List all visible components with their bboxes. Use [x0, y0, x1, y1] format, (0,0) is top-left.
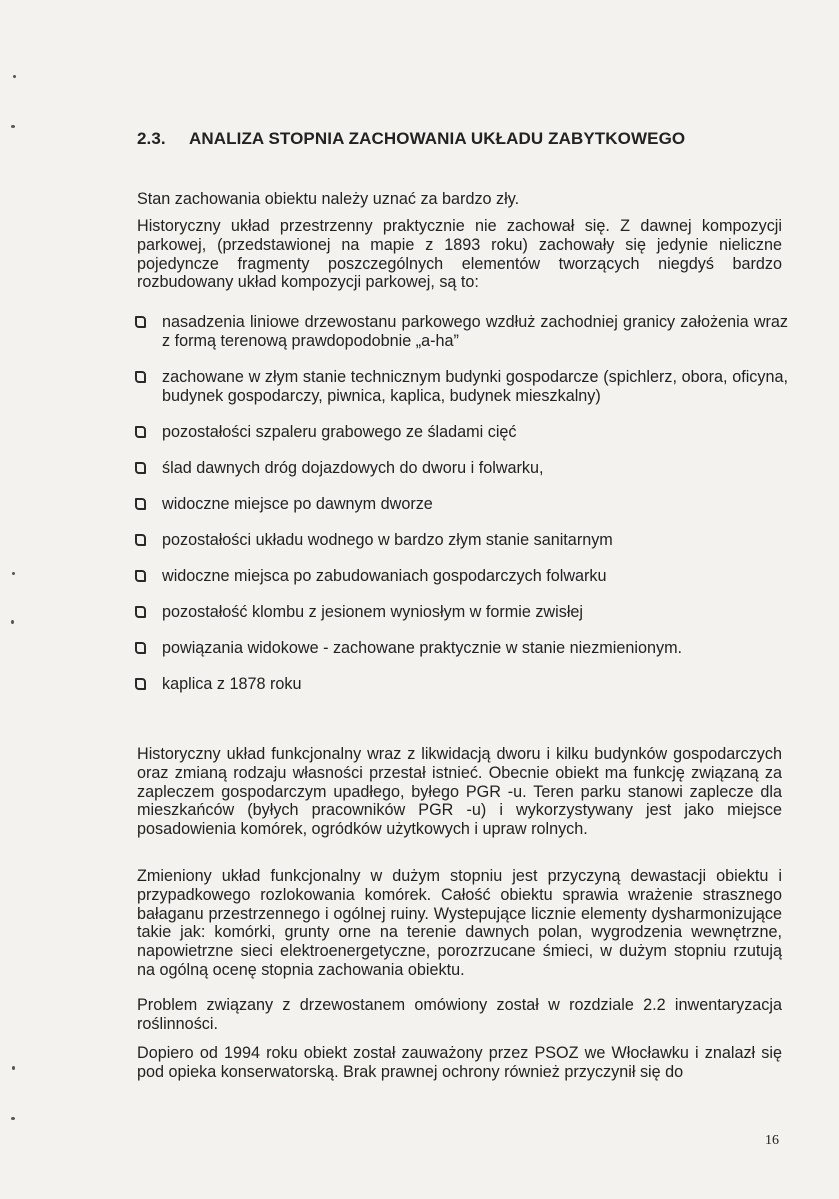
list-item: pozostałości szpaleru grabowego ze śladami cięć [133, 423, 788, 442]
list-item: powiązania widokowe - zachowane praktycznie w stanie niezmienionym. [133, 639, 788, 658]
list-item: pozostałość klombu z jesionem wyniosłym w formie zwisłej [133, 603, 788, 622]
checkbox-bullet-icon [135, 426, 146, 438]
scan-speck [11, 125, 15, 128]
checkbox-bullet-icon [135, 316, 146, 328]
scan-speck [11, 620, 14, 624]
body-paragraph-3: Problem związany z drzewostanem omówiony został w rozdziale 2.2 inwentaryzacja roślinności. [137, 996, 782, 1033]
list-item: nasadzenia liniowe drzewostanu parkowego wzdłuż zachodniej granicy założenia wraz z formą terenową prawdopodobnie „a-ha” [133, 313, 788, 351]
section-heading [137, 129, 685, 149]
intro-paragraph-2: Historyczny układ przestrzenny praktycznie nie zachował się. Z dawnej kompozycji parkowej, (przedstawionej na mapie z 1893 roku) zachowały się jedynie nieliczne pojedyncze fragmenty poszczególnych elementów tworzących niegdyś bardzo rozbudowany układ kompozycji parkowej, są to: [137, 217, 782, 292]
checkbox-bullet-icon [135, 678, 146, 690]
intro-paragraph-1: Stan zachowania obiektu należy uznać za bardzo zły. [137, 190, 520, 208]
page-number: 16 [765, 1133, 779, 1148]
checkbox-bullet-icon [135, 371, 146, 383]
list-item: widoczne miejsce po dawnym dworze [133, 495, 788, 514]
body-paragraph-4: Dopiero od 1994 roku obiekt został zauważony przez PSOZ we Włocławku i znalazł się pod opieka konserwatorską. Brak prawnej ochrony również przyczynił się do [137, 1044, 782, 1081]
list-item: ślad dawnych dróg dojazdowych do dworu i folwarku, [133, 459, 788, 478]
section-number: 2.3. [137, 129, 166, 148]
list-item: widoczne miejsca po zabudowaniach gospodarczych folwarku [133, 567, 788, 586]
checkbox-bullet-icon [135, 534, 146, 546]
checkbox-bullet-icon [135, 498, 146, 510]
body-paragraph-2: Zmieniony układ funkcjonalny w dużym stopniu jest przyczyną dewastacji obiektu i przypadkowego rozlokowania komórek. Całość obiektu sprawia wrażenie strasznego bałaganu przestrzennego i ogólnej ruiny. Wystepujące licznie elementy dysharmonizujące takie jak: komórki, grunty orne na terenie dawnych polan, wygrodzenia wewnętrzne, napowietrzne sieci elektroenergetyczne, porozrzucane śmieci, w dużym stopniu rzutują na ogólną ocenę stopnia zachowania obiektu. [137, 867, 782, 979]
scan-speck [12, 1066, 15, 1070]
checkbox-bullet-icon [135, 642, 146, 654]
scan-speck [13, 75, 16, 78]
section-title: ANALIZA STOPNIA ZACHOWANIA UKŁADU ZABYTKOWEGO [189, 129, 686, 148]
list-item: zachowane w złym stanie technicznym budynki gospodarcze (spichlerz, obora, oficyna, budynek gospodarczy, piwnica, kaplica, budynek mieszkalny) [133, 368, 788, 406]
checkbox-bullet-icon [135, 570, 146, 582]
bullet-list [133, 313, 788, 711]
body-paragraph-1: Historyczny układ funkcjonalny wraz z likwidacją dworu i kilku budynków gospodarczych oraz zmianą rodzaju własności przestał istnieć. Obecnie obiekt ma funkcję związaną za zapleczem gospodarczym upadłego, byłego PGR -u. Teren parku stanowi zaplecze dla mieszkańców (byłych pracowników PGR -u) i wykorzystywany jest jako miejsce posadowienia komórek, ogródków użytkowych i upraw rolnych. [137, 745, 782, 839]
scan-speck [11, 1117, 15, 1120]
list-item: kaplica z 1878 roku [133, 675, 788, 694]
checkbox-bullet-icon [135, 606, 146, 618]
checkbox-bullet-icon [135, 462, 146, 474]
scan-speck [12, 572, 15, 575]
list-item: pozostałości układu wodnego w bardzo złym stanie sanitarnym [133, 531, 788, 550]
